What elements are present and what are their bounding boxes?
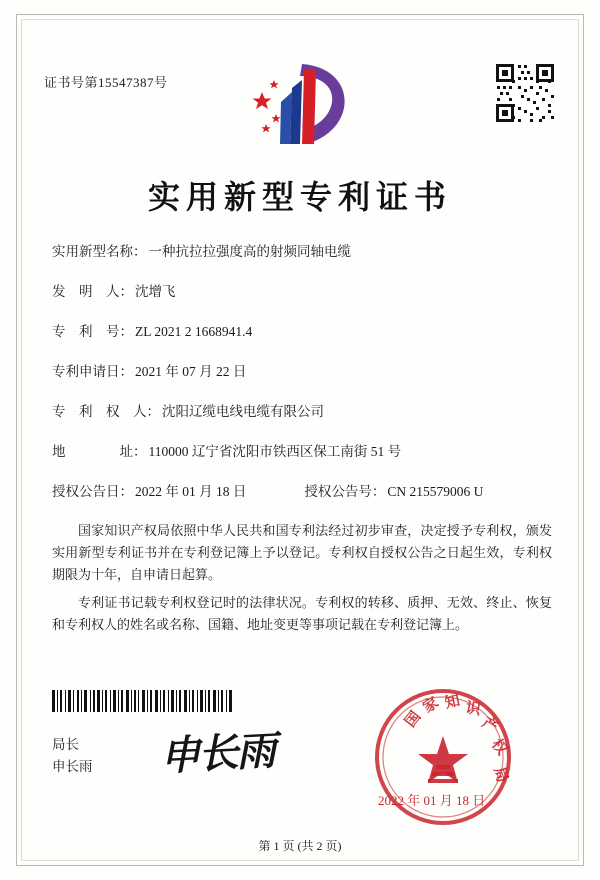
field-label-patentee: 专 利 权 人： (52, 404, 160, 419)
field-row (52, 400, 552, 420)
field-label-patent-no: 专 利 号： (52, 324, 133, 339)
field-label-grant-no: 授权公告号： (304, 484, 386, 499)
field-value-filing-date: 2021 年 07 月 22 日 (135, 364, 247, 379)
field-row (52, 240, 552, 260)
legal-text (52, 520, 552, 642)
signature-block (52, 734, 93, 778)
page-title: 实用新型专利证书 (147, 178, 452, 216)
field-row (52, 440, 552, 460)
field-value-patentee: 沈阳辽缆电线电缆有限公司 (162, 404, 324, 419)
field-value-grant-date: 2022 年 01 月 18 日 (135, 484, 247, 499)
svg-text:知: 知 (443, 691, 462, 712)
field-list (52, 240, 552, 520)
svg-text:局: 局 (490, 764, 512, 785)
barcode (52, 690, 232, 712)
director-name: 申长雨 (52, 759, 93, 774)
svg-text:家: 家 (419, 693, 442, 717)
svg-text:产: 产 (478, 713, 502, 737)
field-label-inventor: 发 明 人： (52, 284, 133, 299)
svg-text:识: 识 (464, 698, 483, 719)
seal-date: 2022 年 01 月 18 日 (378, 793, 486, 808)
field-row (52, 320, 552, 340)
field-row-grant (52, 480, 552, 500)
field-label-filing-date: 专利申请日： (52, 364, 133, 379)
page-footer: 第 1 页 (共 2 页) (258, 839, 342, 853)
cnipa-logo (248, 58, 352, 154)
director-label: 局长 (52, 737, 79, 752)
field-value-address: 110000 辽宁省沈阳市铁西区保工南街 51 号 (148, 444, 402, 459)
qr-code (494, 62, 556, 124)
field-row (52, 360, 552, 380)
legal-paragraph-1: 国家知识产权局依照中华人民共和国专利法经过初步审查，决定授予专利权，颁发实用新型专利证书并在专利登记簿上予以登记。专利权自授权公告之日起生效，专利权期限为十年，自申请日起算。 (52, 523, 552, 582)
field-label-address: 地 址： (52, 444, 147, 459)
handwritten-signature: 申长雨 (159, 727, 276, 780)
certificate-number: 证书号第15547387号 (44, 75, 168, 90)
field-label-grant-date: 授权公告日： (52, 484, 133, 499)
field-row (52, 280, 552, 300)
field-value-inventor: 沈增飞 (135, 284, 176, 299)
svg-text:国: 国 (400, 707, 425, 731)
field-value-grant-no: CN 215579006 U (387, 484, 484, 499)
field-label-name: 实用新型名称： (52, 244, 147, 259)
svg-text:权: 权 (487, 735, 512, 759)
field-value-name: 一种抗拉拉强度高的射频同轴电缆 (148, 244, 351, 259)
field-value-patent-no: ZL 2021 2 1668941.4 (135, 324, 253, 339)
legal-paragraph-2: 专利证书记载专利权登记时的法律状况。专利权的转移、质押、无效、终止、恢复和专利权人的姓名或名称、国籍、地址变更等事项记载在专利登记簿上。 (52, 595, 552, 632)
